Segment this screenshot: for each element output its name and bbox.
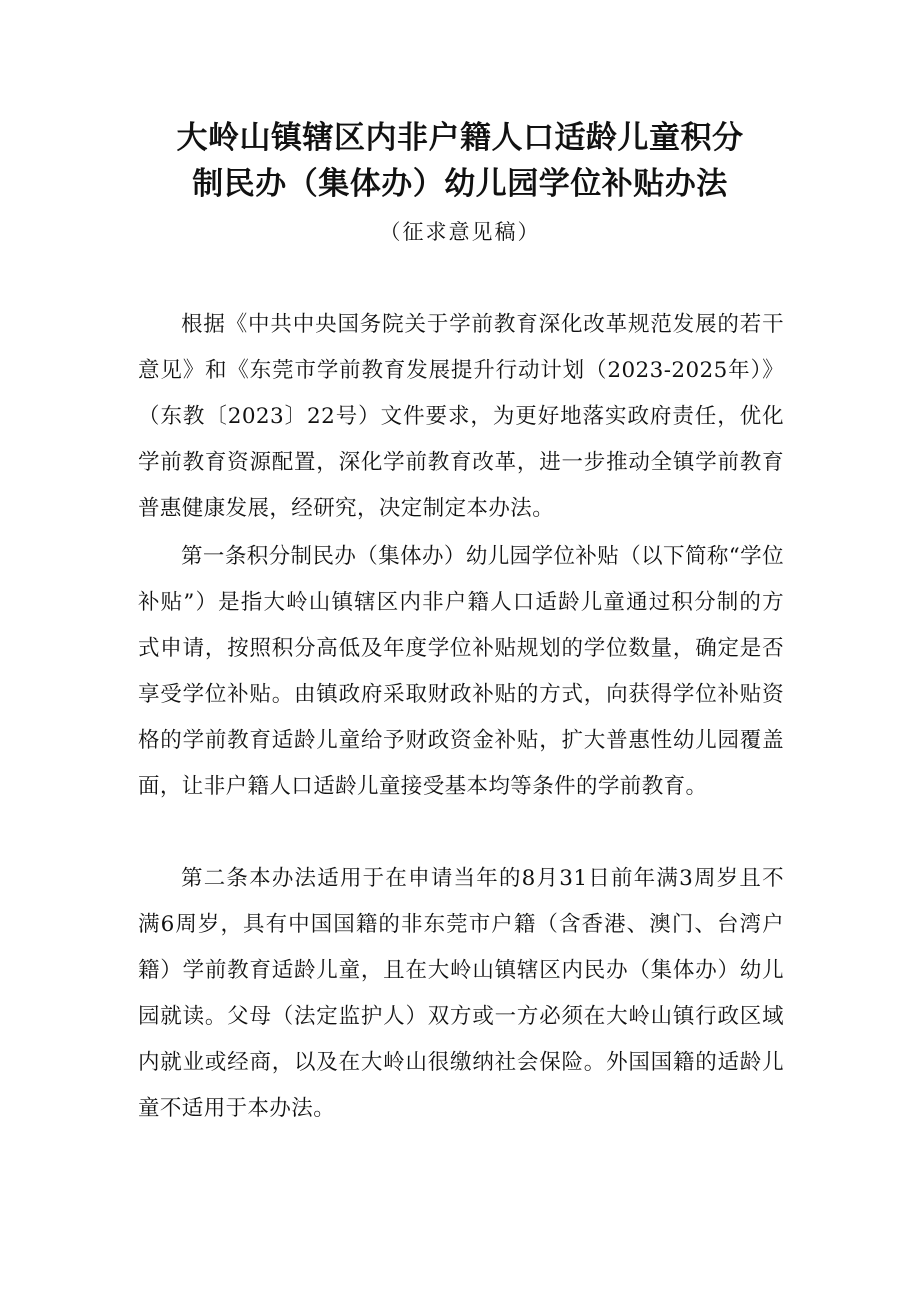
- document-title-line-1: 大岭山镇辖区内非户籍人口适龄儿童积分: [176, 120, 744, 156]
- paragraph-preamble: 根据《中共中央国务院关于学前教育深化改革规范发展的若干意见》和《东莞市学前教育发展提升行动计划（2023-2025年）》（东教〔2023〕22号）文件要求，为更好地落实政府责任，优化学前教育资源配置，深化学前教育改革，进一步推动全镇学前教育普惠健康发展，经研究，决定制定本办法。: [138, 312, 784, 521]
- document-subtitle: （征求意见稿）: [379, 220, 541, 244]
- document-title-line-2: 制民办（集体办）幼儿园学位补贴办法: [192, 166, 728, 202]
- paragraph-article-1: 第一条积分制民办（集体办）幼儿园学位补贴（以下简称“学位补贴”）是指大岭山镇辖区内非户籍人口适龄儿童通过积分制的方式申请，按照积分高低及年度学位补贴规划的学位数量，确定是否享受学位补贴。由镇政府采取财政补贴的方式，向获得学位补贴资格的学前教育适龄儿童给予财政资金补贴，扩大普惠性幼儿园覆盖面，让非户籍人口适龄儿童接受基本均等条件的学前教育。: [138, 544, 784, 799]
- paragraph-article-2: 第二条本办法适用于在申请当年的8月31日前年满3周岁且不满6周岁，具有中国国籍的非东莞市户籍（含香港、澳门、台湾户籍）学前教育适龄儿童，且在大岭山镇辖区内民办（集体办）幼儿园就读。父母（法定监护人）双方或一方必须在大岭山镇行政区域内就业或经商，以及在大岭山很缴纳社会保险。外国国籍的适龄儿童不适用于本办法。: [138, 866, 784, 1121]
